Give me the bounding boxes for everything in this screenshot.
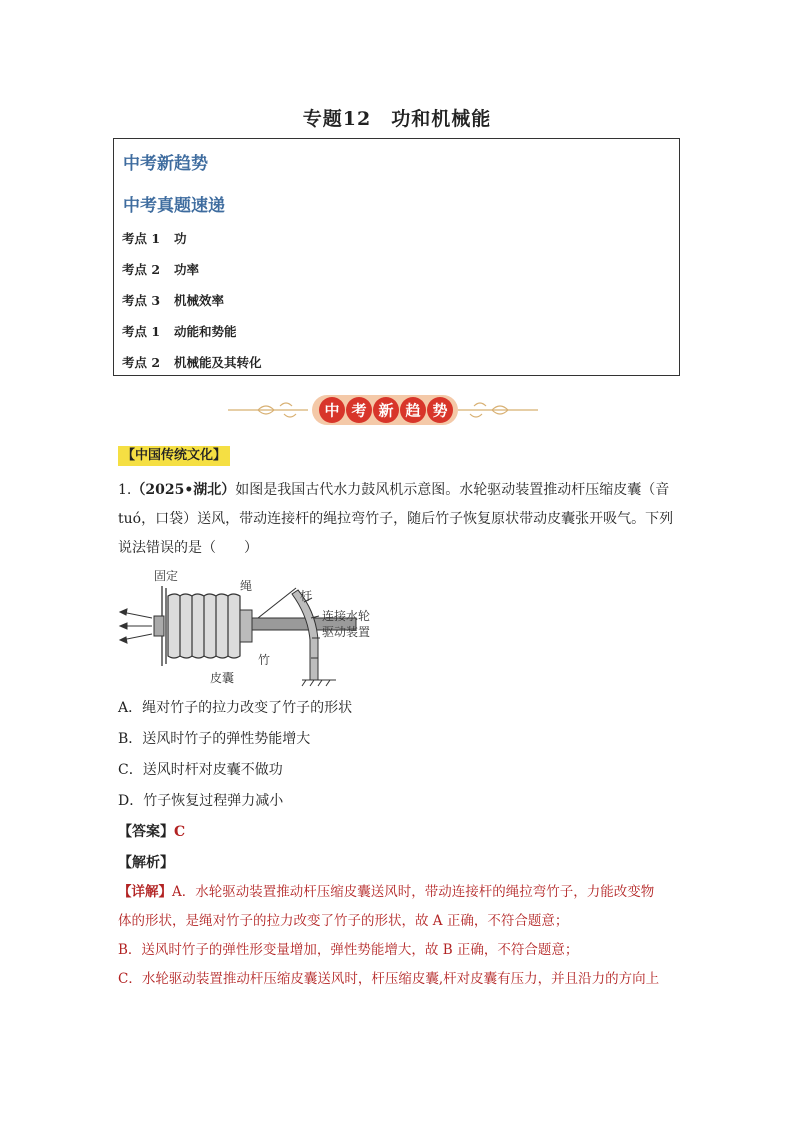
detail-line: A．水轮驱动装置推动杆压缩皮囊送风时，带动连接杆的绳拉弯竹子，力能改变物 — [172, 884, 655, 900]
air-arrows — [120, 609, 152, 643]
toc-heading-trends[interactable]: 中考新趋势 — [123, 154, 208, 174]
toc-item[interactable] — [122, 229, 187, 247]
question-text — [118, 476, 678, 563]
question-line: 如图是我国古代水力鼓风机示意图。水轮驱动装置推动杆压缩皮囊（音 — [235, 482, 670, 498]
label-rod: 杆 — [300, 589, 313, 603]
toc-item-num: 考点 1 — [122, 231, 161, 246]
label-fixed: 固定 — [154, 569, 179, 583]
banner-char: 势 — [432, 402, 448, 420]
toc-item[interactable] — [122, 260, 199, 278]
ground — [302, 680, 336, 686]
detail-line: C．水轮驱动装置推动杆压缩皮囊送风时，杆压缩皮囊,杆对皮囊有压力，并且沿力的方向上 — [118, 971, 660, 987]
question-source: （2025•湖北） — [131, 482, 236, 498]
toc-item-label: 机械能及其转化 — [174, 355, 262, 370]
bellows-bag — [168, 594, 240, 658]
label-rope: 绳 — [240, 579, 253, 593]
banner-left-ornament — [228, 403, 308, 417]
page-title: 专题12 功和机械能 — [302, 108, 492, 130]
option-d[interactable]: D．竹子恢复过程弹力减小 — [118, 793, 284, 809]
detail-line: B．送风时竹子的弹性形变量增加，弹性势能增大，故 B 正确，不符合题意； — [118, 942, 579, 958]
detail-label: 【详解】 — [118, 884, 172, 900]
bamboo — [292, 590, 320, 680]
detail-line: 体的形状，是绳对竹子的拉力改变了竹子的形状，故 A 正确，不符合题意； — [118, 913, 569, 929]
question-number: 1. — [118, 482, 132, 498]
banner-char: 中 — [324, 402, 340, 420]
option-a[interactable]: A．绳对竹子的拉力改变了竹子的形状 — [118, 700, 353, 716]
banner-char: 新 — [378, 402, 394, 420]
toc-item-label: 机械效率 — [174, 293, 225, 308]
answer-line — [118, 821, 185, 841]
label-connect-2: 驱动装置 — [322, 625, 371, 639]
analysis-label: 【解析】 — [118, 855, 174, 871]
table-of-contents — [113, 138, 680, 376]
toc-item[interactable] — [122, 353, 262, 371]
toc-item-num: 考点 2 — [122, 355, 161, 370]
toc-heading-real-questions[interactable]: 中考真题速递 — [123, 196, 225, 216]
label-connect-1: 连接水轮 — [322, 609, 371, 623]
option-b[interactable]: B．送风时竹子的弹性势能增大 — [118, 731, 311, 747]
question-line: 说法错误的是（ ） — [118, 540, 258, 556]
toc-item[interactable] — [122, 322, 237, 340]
answer-value: C — [174, 824, 186, 840]
plate — [240, 610, 252, 642]
section-banner — [228, 392, 538, 428]
analysis-detail — [118, 878, 680, 994]
toc-item-num: 考点 2 — [122, 262, 161, 277]
nozzle — [154, 616, 164, 636]
banner-right-ornament — [458, 403, 538, 417]
toc-item-label: 功率 — [174, 262, 200, 277]
toc-item-num: 考点 3 — [122, 293, 161, 308]
toc-item-num: 考点 1 — [122, 324, 161, 339]
toc-item[interactable] — [122, 291, 224, 309]
question-line: tuó，口袋）送风，带动连接杆的绳拉弯竹子，随后竹子恢复原状带动皮囊张开吸气。下列 — [118, 511, 674, 527]
option-c[interactable]: C．送风时杆对皮囊不做功 — [118, 762, 283, 778]
section-tag: 【中国传统文化】 — [118, 446, 230, 466]
banner-char: 趋 — [405, 402, 421, 420]
answer-label: 【答案】 — [118, 824, 174, 840]
rope — [258, 588, 296, 618]
toc-item-label: 动能和势能 — [174, 324, 237, 339]
toc-item-label: 功 — [174, 231, 187, 246]
label-bag: 皮囊 — [210, 671, 235, 685]
label-bamboo: 竹 — [258, 653, 271, 667]
bellows-diagram — [118, 566, 388, 690]
banner-char: 考 — [351, 402, 367, 420]
